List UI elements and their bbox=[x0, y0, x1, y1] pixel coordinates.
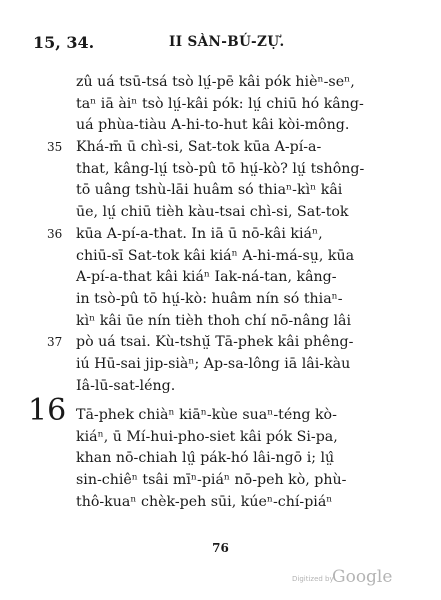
line-text: Iâ-lū-sat-léng. bbox=[76, 377, 176, 394]
text-line bbox=[76, 267, 396, 289]
line-text: kìⁿ kâi ūe nín tièh thoh chí nō-nâng lâi bbox=[76, 312, 352, 329]
text-line bbox=[76, 202, 396, 224]
text-line: khan nō-chiah lṳ̂ pák-hó lâi-ngō i; lṳ̂ bbox=[76, 450, 335, 467]
line-text: in tsò-pû tō hṳ́-kò: huâm nín só thiaⁿ- bbox=[76, 290, 343, 307]
text-line bbox=[47, 224, 396, 246]
text-line bbox=[76, 72, 396, 94]
text-line bbox=[76, 354, 396, 376]
line-text: A-pí-a-that kâi kiáⁿ Iak-ná-tan, kâng- bbox=[76, 269, 337, 286]
verse-number: 37 bbox=[47, 335, 63, 350]
line-text: that, kâng-lṳ́ tsò-pû tō hṳ́-kò? lṳ́ tshông- bbox=[76, 160, 365, 177]
chapter-text bbox=[76, 405, 396, 513]
chapter-verse-reference: 15, 34. bbox=[33, 33, 95, 52]
line-text: Khá-m̄ ū chì-si, Sat-tok kūa A-pí-a- bbox=[76, 139, 322, 156]
running-head bbox=[33, 33, 403, 57]
text-line bbox=[76, 159, 396, 181]
line-text: uá phùa-tiàu A-hi-to-hut kâi kòi-mông. bbox=[76, 117, 350, 134]
text-line: Tā-phek chiàⁿ kiāⁿ-kùe suaⁿ-téng kò- bbox=[76, 407, 337, 423]
line-text: kūa A-pí-a-that. In iā ū nō-kâi kiáⁿ, bbox=[76, 225, 323, 242]
line-text: pò uá tsai. Kù-tshṳ̆ Tā-phek kâi phêng- bbox=[76, 334, 354, 351]
text-line bbox=[76, 289, 396, 311]
digitized-by-label: Digitized by bbox=[292, 575, 334, 583]
text-line bbox=[76, 311, 396, 333]
text-line: sin-chiêⁿ tsâi mīⁿ-piáⁿ nō-peh kò, phù- bbox=[76, 472, 347, 489]
digitized-by-google-watermark bbox=[292, 568, 402, 590]
line-text: chiū-sī Sat-tok kâi kiáⁿ A-hi-má-sṳ, kūa bbox=[76, 247, 355, 264]
text-line bbox=[47, 137, 396, 159]
verse-number: 36 bbox=[47, 226, 63, 241]
text-line bbox=[76, 115, 396, 137]
line-text: iú Hū-sai jip-siàⁿ; Ap-sa-lông iā lâi-kàu bbox=[76, 355, 351, 372]
passage-text bbox=[47, 72, 396, 397]
line-text: tō uâng tshù-lāi huâm só thiaⁿ-kìⁿ kâi bbox=[76, 182, 343, 199]
text-line: kiáⁿ, ū Mí-hui-pho-siet kâi pók Si-pa, bbox=[76, 428, 338, 445]
text-line bbox=[76, 180, 396, 202]
text-line bbox=[76, 246, 396, 268]
text-line bbox=[76, 94, 396, 116]
line-text: zû uá tsū-tsá tsò lṳ́-pē kâi pók hièⁿ-seⁿ, bbox=[76, 74, 355, 90]
book-title: II SÀN-BÚ-ZỰ. bbox=[169, 34, 285, 50]
page-number: 76 bbox=[212, 541, 229, 555]
verse-number: 35 bbox=[47, 140, 63, 155]
text-line: thô-kuaⁿ chèk-peh sūi, kúeⁿ-chí-piáⁿ bbox=[76, 493, 333, 510]
google-logo: Google bbox=[332, 567, 393, 587]
line-text: taⁿ iā àiⁿ tsò lṳ́-kâi pók: lṳ́ chiū hó kâng- bbox=[76, 95, 364, 112]
chapter-number: 16 bbox=[28, 393, 67, 428]
text-line bbox=[47, 332, 396, 354]
text-line bbox=[76, 376, 396, 398]
line-text: ūe, lṳ́ chiū tièh kàu-tsai chì-si, Sat-tok bbox=[76, 204, 349, 221]
